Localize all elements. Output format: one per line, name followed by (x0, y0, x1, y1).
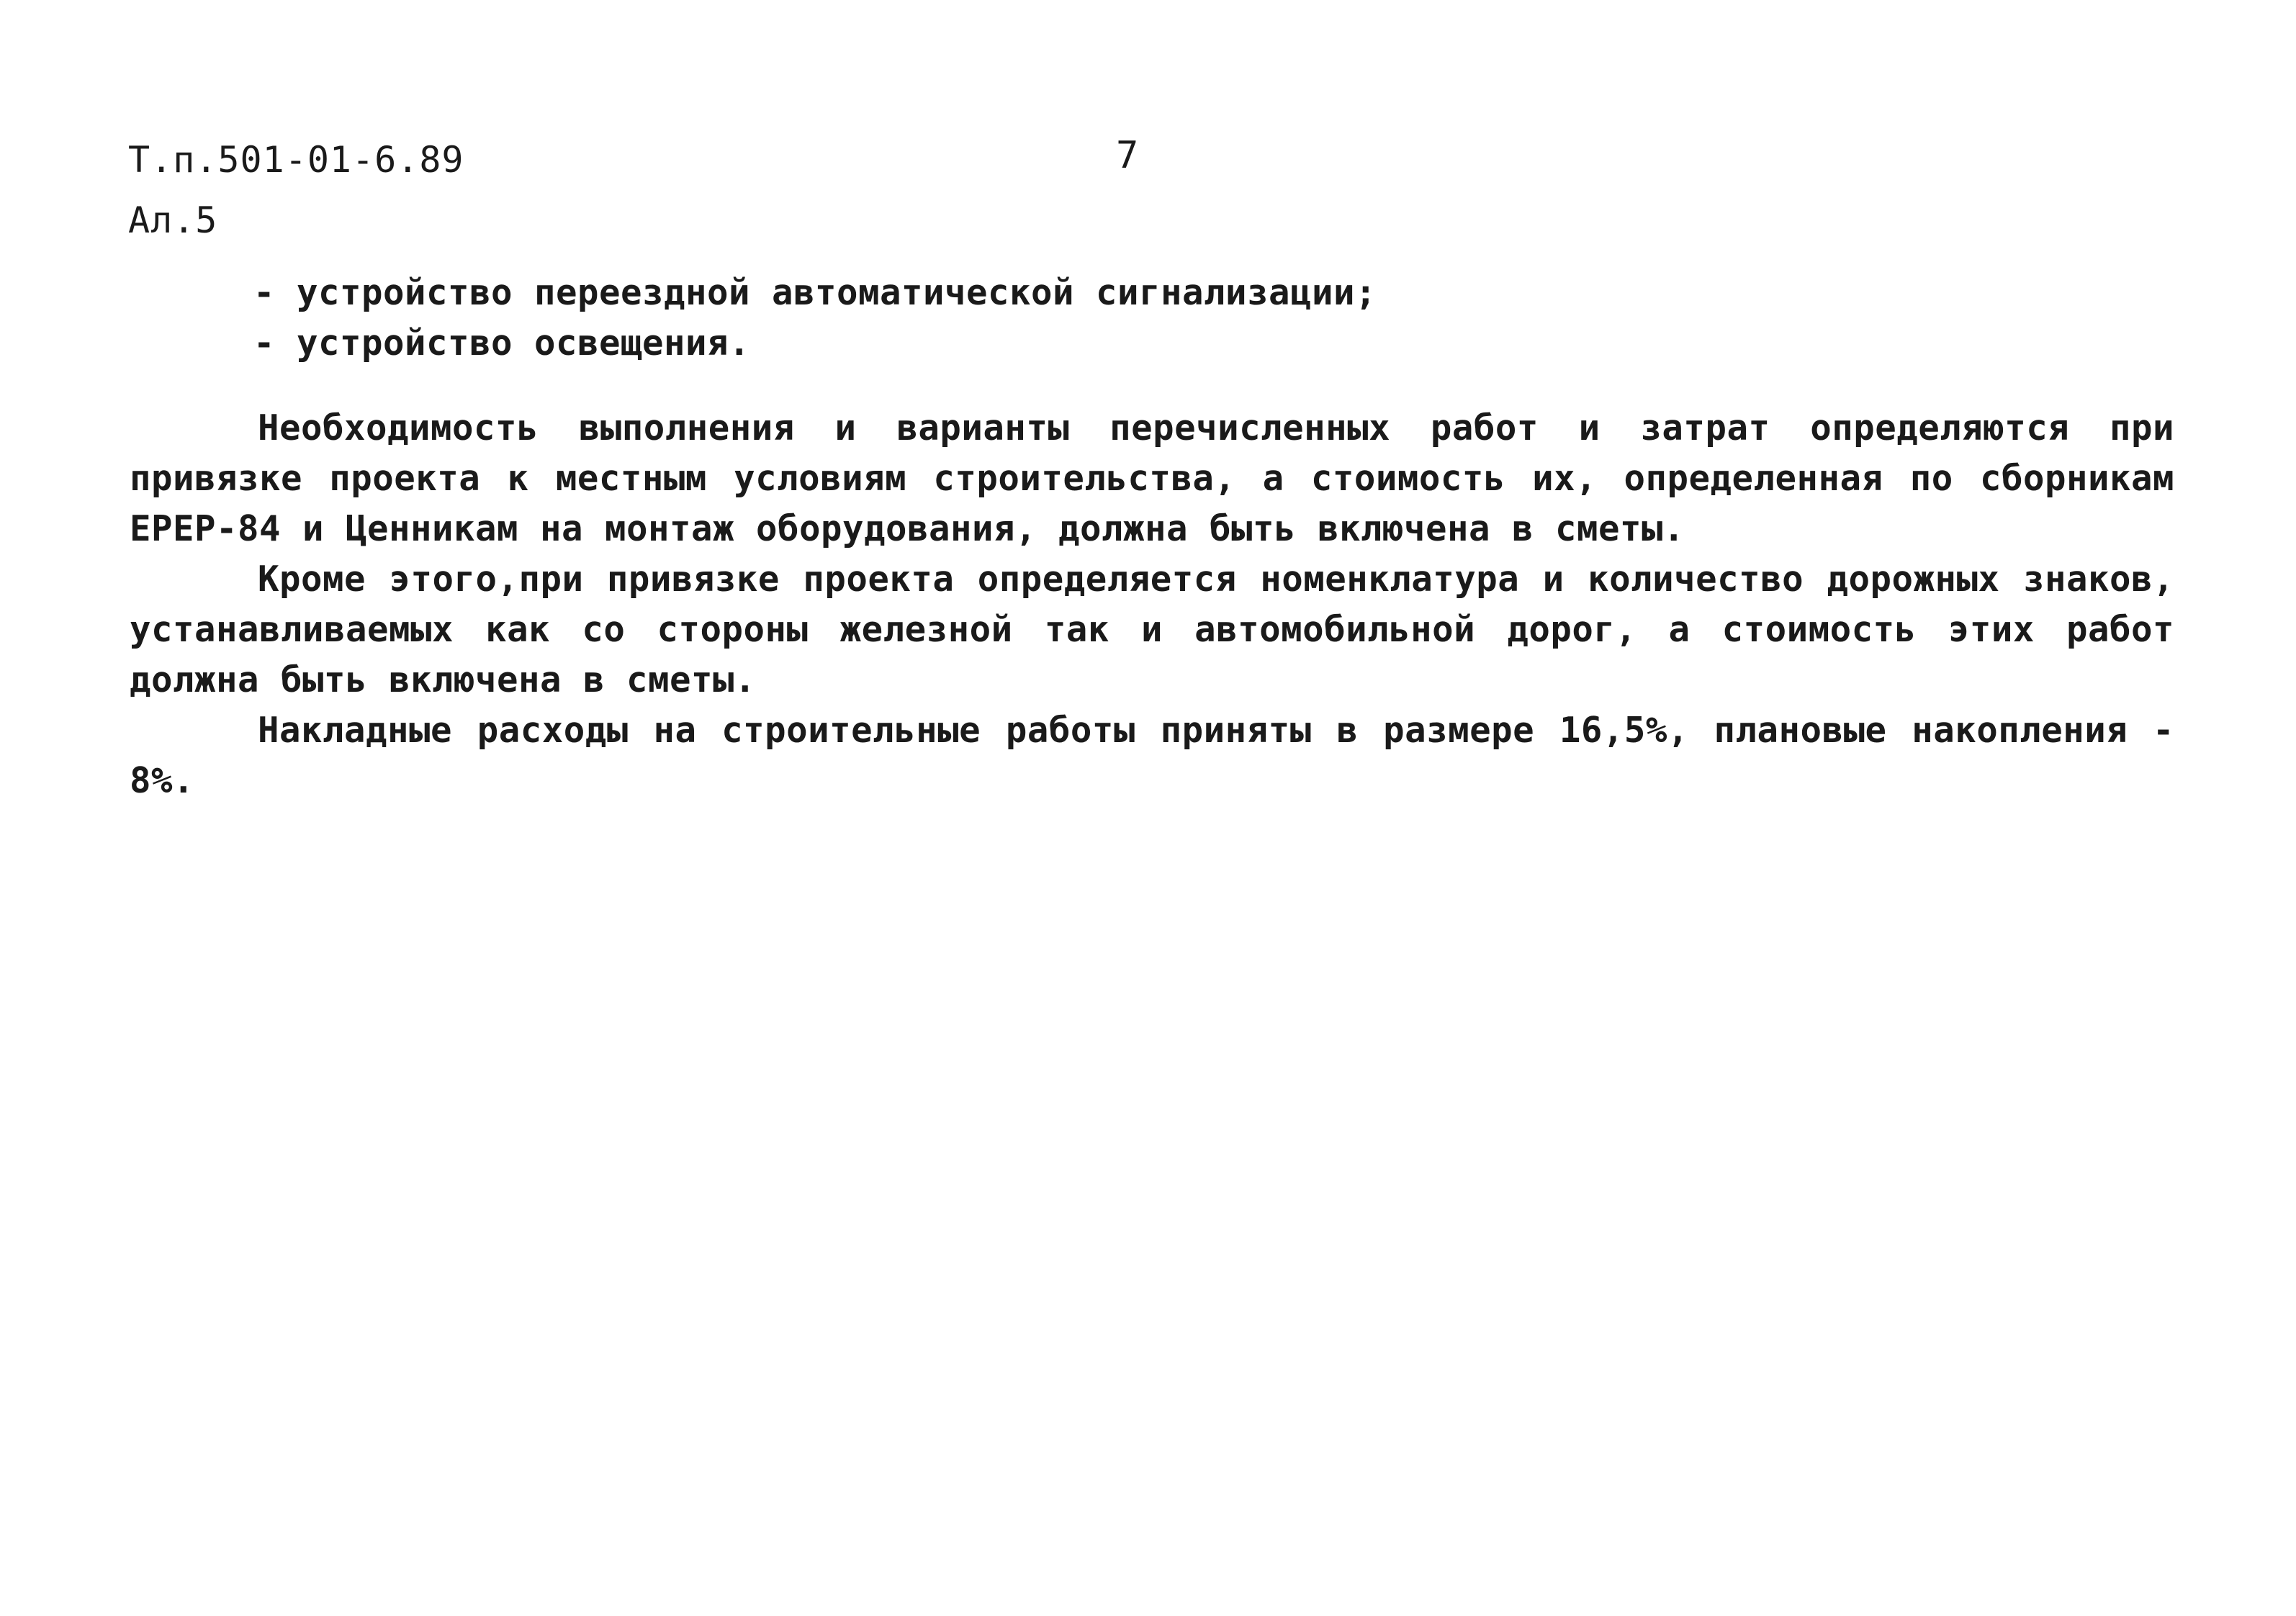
album-number: Ал.5 (128, 199, 218, 241)
paragraph: Кроме этого,при привязке проекта определяется номенклатура и количество дорожных знаков, устанавливаемых как со стороны железной так и автомобильной дорог, а стоимость этих работ должна быть включена в сметы. (130, 559, 2174, 700)
paragraph: Накладные расходы на строительные работы приняты в размере 16,5%, плановые накопления - 8%. (130, 710, 2174, 801)
list-item: - устройство освещения. (253, 322, 751, 364)
paragraph-gap (130, 369, 2174, 403)
list-item: - устройство переездной автоматической сигнализации; (253, 272, 1377, 313)
document-header (128, 130, 464, 250)
page-number: 7 (1116, 134, 1139, 177)
paragraph: Необходимость выполнения и варианты перечисленных работ и затрат определяются при привязке проекта к местным условиям строительства, а стоимость их, определенная по сборникам ЕРЕР-84 и Ценникам на монтаж оборудования, должна быть включена в сметы. (130, 407, 2174, 549)
document-body (130, 268, 2174, 806)
document-code: Т.п.501-01-6.89 (128, 139, 464, 181)
